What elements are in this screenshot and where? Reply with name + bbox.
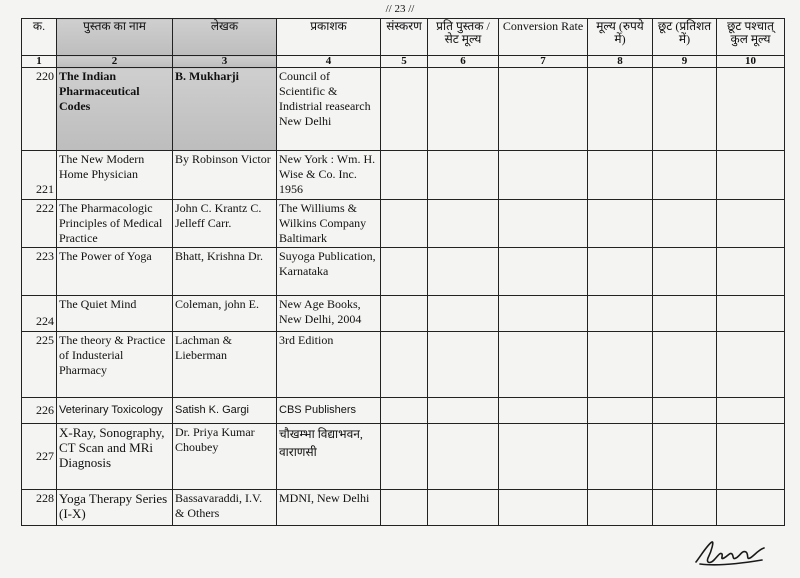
row-total xyxy=(717,332,785,398)
row-title: Veterinary Toxicology xyxy=(57,398,173,424)
row-serial: 220 xyxy=(22,68,57,151)
row-price xyxy=(428,296,499,332)
column-number: 4 xyxy=(277,56,381,68)
row-serial: 227 xyxy=(22,424,57,490)
row-value xyxy=(588,424,653,490)
row-title: The Quiet Mind xyxy=(57,296,173,332)
row-discount xyxy=(653,200,717,248)
header-discount: छूट (प्रतिशत में) xyxy=(653,19,717,56)
header-serial: क. xyxy=(22,19,57,56)
row-discount xyxy=(653,424,717,490)
row-author: Satish K. Gargi xyxy=(173,398,277,424)
row-edition xyxy=(381,200,428,248)
header-row xyxy=(22,19,785,56)
row-value xyxy=(588,296,653,332)
row-total xyxy=(717,490,785,526)
row-serial: 222 xyxy=(22,200,57,248)
column-number: 3 xyxy=(173,56,277,68)
row-total xyxy=(717,151,785,200)
table-row xyxy=(22,248,785,296)
row-price xyxy=(428,332,499,398)
row-price xyxy=(428,398,499,424)
row-serial: 224 xyxy=(22,296,57,332)
row-author: John C. Krantz C. Jelleff Carr. xyxy=(173,200,277,248)
row-rate xyxy=(499,490,588,526)
row-discount xyxy=(653,68,717,151)
row-discount xyxy=(653,296,717,332)
row-title: X-Ray, Sonography, CT Scan and MRi Diagnosis xyxy=(57,424,173,490)
row-rate xyxy=(499,151,588,200)
column-number: 7 xyxy=(499,56,588,68)
row-publisher: चौखम्भा विद्याभवन, वाराणसी xyxy=(277,424,381,490)
row-rate xyxy=(499,200,588,248)
row-price xyxy=(428,424,499,490)
row-publisher: New York : Wm. H. Wise & Co. Inc. 1956 xyxy=(277,151,381,200)
row-edition xyxy=(381,424,428,490)
row-author: Coleman, john E. xyxy=(173,296,277,332)
header-value: मूल्य (रुपये में) xyxy=(588,19,653,56)
row-value xyxy=(588,332,653,398)
row-author: B. Mukharji xyxy=(173,68,277,151)
header-unit-price: प्रति पुस्तक / सेट मूल्य xyxy=(428,19,499,56)
row-title: The theory & Practice of Industerial Pharmacy xyxy=(57,332,173,398)
page-number: // 23 // xyxy=(385,3,415,15)
column-number: 9 xyxy=(653,56,717,68)
row-edition xyxy=(381,248,428,296)
row-discount xyxy=(653,151,717,200)
row-title: The Pharmacologic Principles of Medical Practice xyxy=(57,200,173,248)
row-price xyxy=(428,151,499,200)
table-row xyxy=(22,490,785,526)
row-publisher: Council of Scientific & Indistrial reasearch New Delhi xyxy=(277,68,381,151)
row-publisher: New Age Books, New Delhi, 2004 xyxy=(277,296,381,332)
row-value xyxy=(588,68,653,151)
row-author: Lachman & Lieberman xyxy=(173,332,277,398)
row-publisher: 3rd Edition xyxy=(277,332,381,398)
row-edition xyxy=(381,332,428,398)
row-discount xyxy=(653,248,717,296)
row-total xyxy=(717,248,785,296)
row-value xyxy=(588,490,653,526)
row-author: By Robinson Victor xyxy=(173,151,277,200)
row-value xyxy=(588,248,653,296)
row-total xyxy=(717,424,785,490)
column-number: 5 xyxy=(381,56,428,68)
header-publisher: प्रकाशक xyxy=(277,19,381,56)
column-number: 8 xyxy=(588,56,653,68)
row-value xyxy=(588,398,653,424)
table-row xyxy=(22,424,785,490)
row-title: The Power of Yoga xyxy=(57,248,173,296)
row-total xyxy=(717,296,785,332)
row-serial: 223 xyxy=(22,248,57,296)
row-author: Dr. Priya Kumar Choubey xyxy=(173,424,277,490)
row-serial: 228 xyxy=(22,490,57,526)
row-rate xyxy=(499,332,588,398)
header-conversion-rate: Conversion Rate xyxy=(499,19,588,56)
row-edition xyxy=(381,296,428,332)
column-number-row xyxy=(22,56,785,68)
row-rate xyxy=(499,296,588,332)
table-row xyxy=(22,68,785,151)
column-number: 6 xyxy=(428,56,499,68)
column-number: 2 xyxy=(57,56,173,68)
row-value xyxy=(588,200,653,248)
header-total: छूट पश्चात् कुल मूल्य xyxy=(717,19,785,56)
row-publisher: MDNI, New Delhi xyxy=(277,490,381,526)
row-discount xyxy=(653,332,717,398)
row-publisher: CBS Publishers xyxy=(277,398,381,424)
signature-image xyxy=(692,536,772,570)
header-book-name: पुस्तक का नाम xyxy=(57,19,173,56)
row-price xyxy=(428,68,499,151)
row-total xyxy=(717,398,785,424)
row-edition xyxy=(381,490,428,526)
table-row xyxy=(22,151,785,200)
row-author: Bhatt, Krishna Dr. xyxy=(173,248,277,296)
header-edition: संस्करण xyxy=(381,19,428,56)
row-serial: 225 xyxy=(22,332,57,398)
row-total xyxy=(717,200,785,248)
table-row xyxy=(22,398,785,424)
row-title: The Indian Pharmaceutical Codes xyxy=(57,68,173,151)
row-title: The New Modern Home Physician xyxy=(57,151,173,200)
row-rate xyxy=(499,424,588,490)
row-price xyxy=(428,200,499,248)
row-price xyxy=(428,248,499,296)
row-serial: 226 xyxy=(22,398,57,424)
row-value xyxy=(588,151,653,200)
row-rate xyxy=(499,398,588,424)
table-row xyxy=(22,296,785,332)
row-rate xyxy=(499,68,588,151)
book-list-table xyxy=(21,18,785,526)
row-serial: 221 xyxy=(22,151,57,200)
header-author: लेखक xyxy=(173,19,277,56)
row-discount xyxy=(653,398,717,424)
row-rate xyxy=(499,248,588,296)
row-publisher: The Williums & Wilkins Company Baltimark xyxy=(277,200,381,248)
row-total xyxy=(717,68,785,151)
column-number: 10 xyxy=(717,56,785,68)
row-title: Yoga Therapy Series (I-X) xyxy=(57,490,173,526)
row-edition xyxy=(381,68,428,151)
column-number: 1 xyxy=(22,56,57,68)
table-row xyxy=(22,200,785,248)
table-row xyxy=(22,332,785,398)
row-edition xyxy=(381,398,428,424)
row-price xyxy=(428,490,499,526)
row-discount xyxy=(653,490,717,526)
row-edition xyxy=(381,151,428,200)
row-publisher: Suyoga Publication, Karnataka xyxy=(277,248,381,296)
row-author: Bassavaraddi, I.V. & Others xyxy=(173,490,277,526)
